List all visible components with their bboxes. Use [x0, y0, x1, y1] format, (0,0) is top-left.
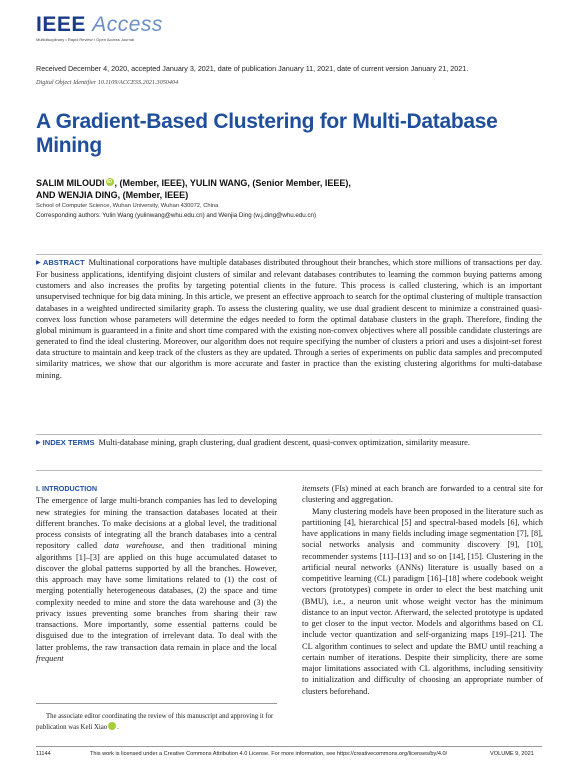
triangle-icon: ▶: [36, 260, 41, 266]
author-rest: , (Member, IEEE), YULIN WANG, (Senior Member, IEEE),: [114, 178, 351, 188]
logo-tagline: Multidisciplinary • Rapid Review • Open Access Journal: [36, 37, 134, 42]
logo-access: Access: [92, 13, 163, 36]
affiliation: School of Computer Science, Wuhan University, Wuhan 430072, China: [36, 203, 219, 209]
column-right: [302, 483, 543, 697]
received-dates: Received December 4, 2020, accepted January 3, 2021, date of publication January 11, 2021, date of current version January 21, 2021.: [36, 64, 469, 73]
volume-info: VOLUME 9, 2021: [490, 751, 534, 757]
author-list: [36, 177, 516, 201]
doi[interactable]: Digital Object Identifier 10.1109/ACCESS.2021.3050404: [36, 79, 179, 86]
logo-ieee: IEEE: [36, 13, 86, 36]
license-notice[interactable]: This work is licensed under a Creative Commons Attribution 4.0 License. For more information, see https://creativecommons.org/licenses/by/4.0/: [90, 751, 448, 757]
orcid-icon[interactable]: iD: [108, 722, 116, 730]
abstract-label: ABSTRACT: [42, 258, 85, 267]
orcid-icon[interactable]: iD: [107, 179, 112, 185]
paper-title: A Gradient-Based Clustering for Multi-Database Mining: [36, 110, 498, 157]
author-first: SALIM MILOUDI: [36, 178, 105, 188]
footer-divider: [36, 746, 542, 747]
abstract-text: Multinational corporations have multiple databases distributed throughout their branches, which store millions of transactions per day. For business applications, identifying disjoint clusters of similar and relevant databases contributes to learning the common buying patterns among customers and also increases the profits by targeting potential clients in the future. This process is called clustering, which is an important unsupervised technique for big data mining. In this article, we present an effective approach to search for the optimal clustering of multiple transaction databases in a weighted undirected similarity graph. To assess the clustering quality, we use dual gradient descent to minimize a constrained quasi-convex loss function whose parameters will determine the edges needed to form the optimal database clusters in the graph. Therefore, finding the global minimum is guaranteed in a finite and short time compared with the existing non-convex objectives where all possible candidate clusterings are generated to find the ideal clustering. Moreover, our algorithm does not require specifying the number of clusters a priori and uses a disjoint-set forest data structure to maintain and keep track of the clusters as they are updated. Through a series of experiments on public data samples and precomputed similarity matrices, we show that our algorithm is more accurate and faster in practice than the existing clustering algorithms for multi-database mining.: [36, 258, 542, 380]
intro-paragraph-2: Many clustering models have been proposed in the literature such as partitioning [4], hierarchical [5] and spectral-based models [6], which have applications in many fields including image segmentation [7], [8], social networks analysis and community discovery [9], [10], recommender systems [11]–[13] and so on [14], [15]. Clustering in the artificial neural networks (ANNs) literature is usually based on a competitive learning (CL) paradigm [16]–[18] where codebook weight vectors (prototypes) compete in order to elect the best matching unit (BMU), i.e., a neuron unit whose weight vector has the minimum distance to an input vector. Afterward, the selected prototype is updated to get closer to the input vector. Models and algorithms based on CL include vector quantization and self-organizing maps [19]–[21]. The CL algorithm continues to select and update the BMU until reaching a certain number of iterations. Despite their simplicity, there are some major limitations associated with CL algorithms, including sensitivity to initialization and difficulty of choosing an appropriate number of clusters beforehand.: [302, 506, 543, 696]
index-terms: [36, 434, 542, 449]
intro-paragraph-1: The emergence of large multi-branch companies has led to developing new strategies for mining the transaction databases located at their different branches. To make decisions at a global level, the traditional process consists of integrating all the branch databases into a central repository called data warehouse, and then traditional mining algorithms [1]–[3] are applied on this huge accumulated dataset to discover the global patterns supported by all the branches. However, this approach may have some limitations related to (1) the cost of merging potentially heterogeneous databases, (2) the space and time complexity needed to mine and store the data warehouse and (3) the privacy issues preventing some branches from sharing their raw transactions. More importantly, some essential patterns could be disguised due to the integration of irrelevant data. To deal with the latter problems, the raw transaction data remain in place and the local frequent: [36, 496, 278, 663]
page-number: 11144: [36, 751, 51, 757]
triangle-icon: ▶: [36, 440, 41, 446]
corresponding-authors: Corresponding authors: Yulin Wang (yulinwang@whu.edu.cn) and Wenjia Ding (w.j.ding@whu.edu.cn): [36, 212, 317, 219]
journal-logo: [36, 14, 163, 42]
column-left: [36, 483, 277, 664]
author-line2: AND WENJIA DING, (Member, IEEE): [36, 190, 189, 200]
index-terms-text: Multi-database mining, graph clustering, dual gradient descent, quasi-convex optimization, similarity measure.: [98, 438, 470, 447]
abstract: [36, 254, 542, 381]
section-divider: [36, 470, 542, 471]
intro-paragraph-1-cont: itemsets (FIs) mined at each branch are forwarded to a central site for clustering and aggregation.: [302, 484, 543, 505]
index-terms-label: INDEX TERMS: [42, 438, 95, 447]
footnote: The associate editor coordinating the review of this manuscript and approving it for publication was Keli Xiao iD.: [36, 713, 274, 731]
footnote-divider: [36, 703, 277, 704]
section-heading: I. INTRODUCTION: [36, 484, 98, 493]
